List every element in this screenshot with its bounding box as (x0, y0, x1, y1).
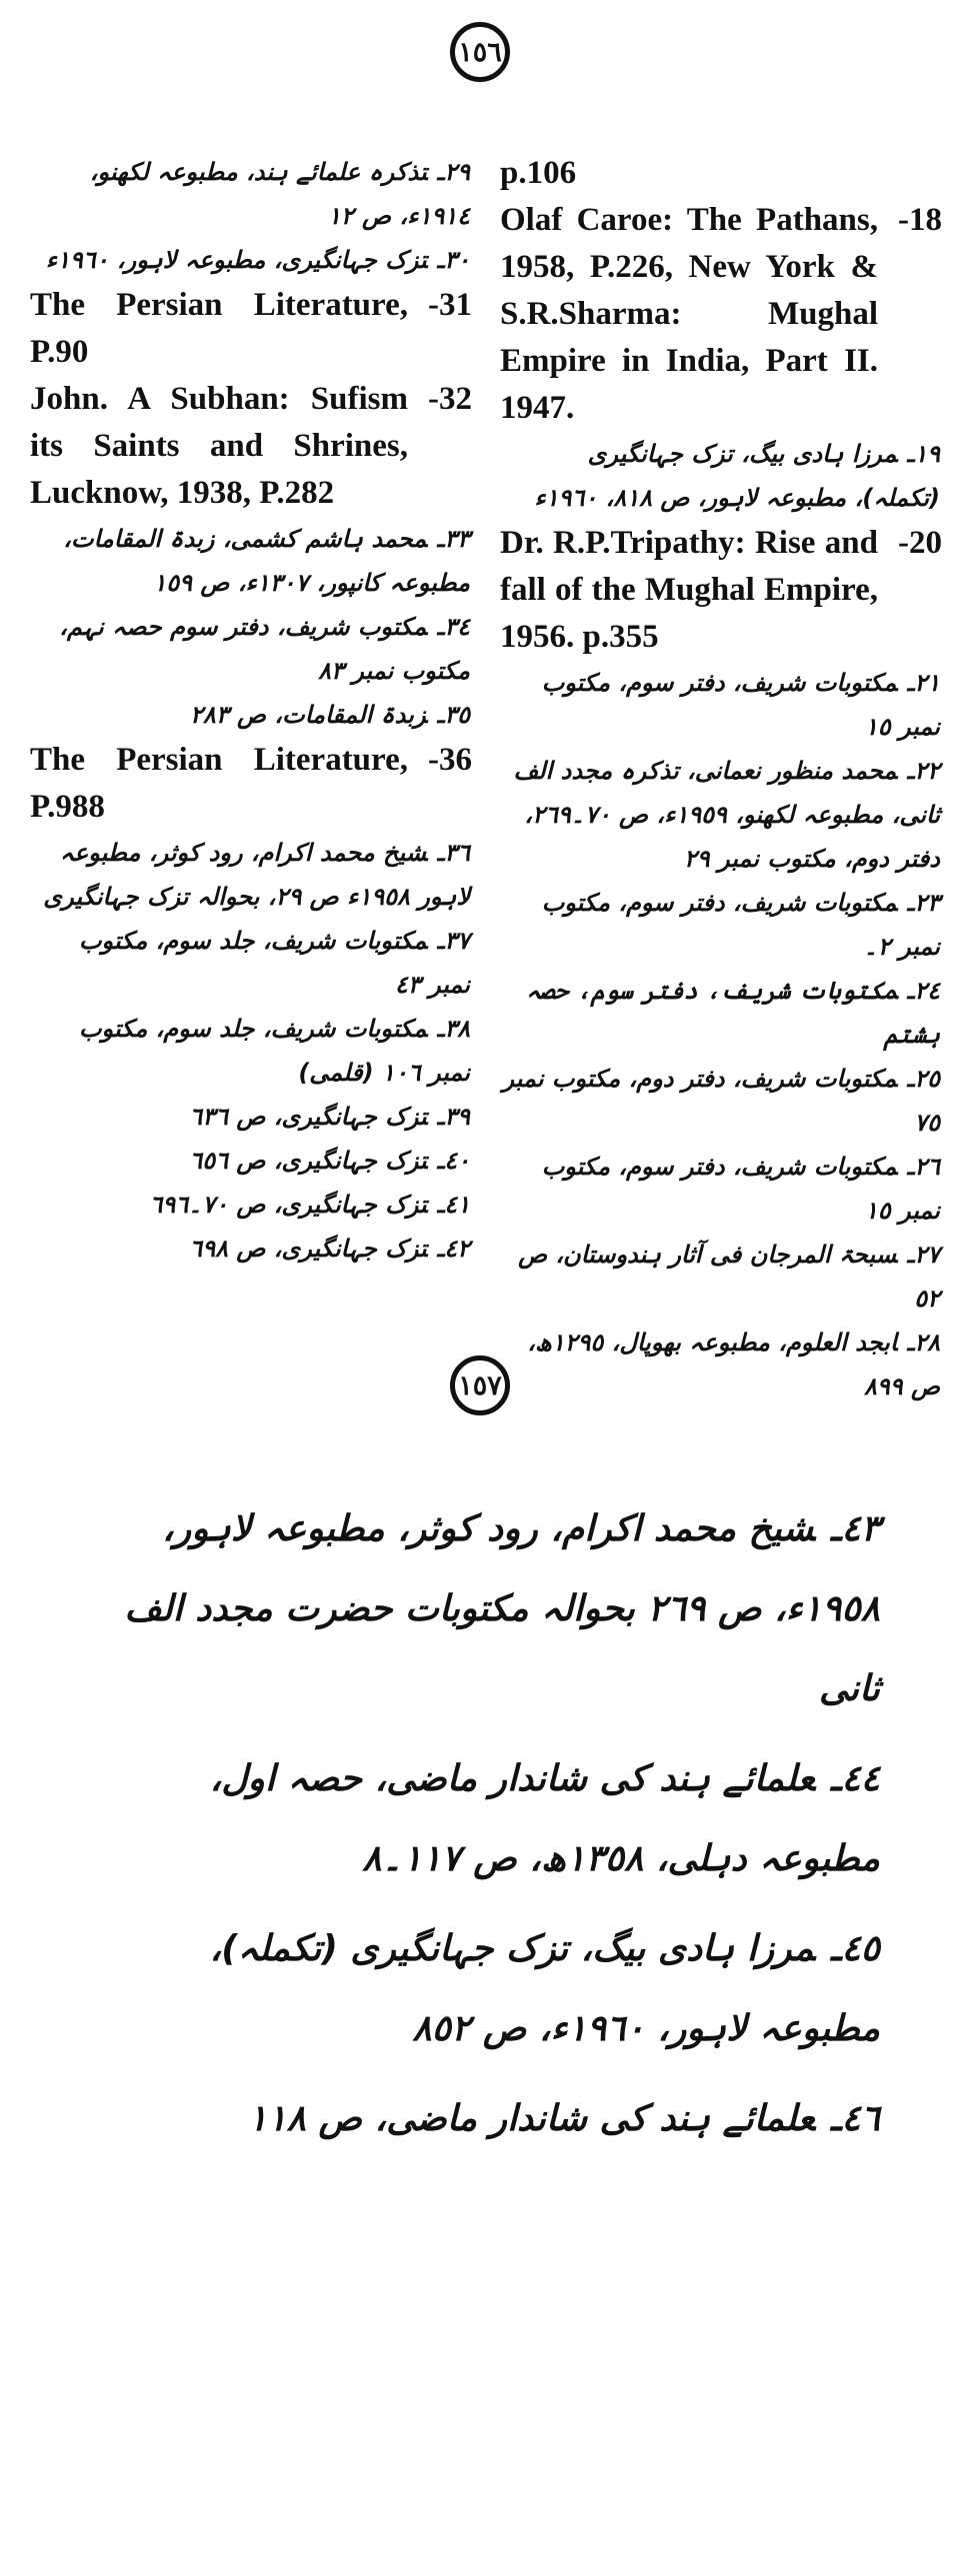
footnote-number: -20 (898, 525, 942, 561)
bottom-footnote (120, 1489, 880, 1729)
footnote-text: The Persian Literature, P.988 (30, 742, 408, 825)
footnote-number: ٣٥ـ (437, 701, 470, 729)
footnote-text: محمد ہاشم کشمی، زبدۃ المقامات، مطبوعہ کانپور، ١٣٠٧ء، ص ١٥٩ (63, 525, 470, 597)
footnote-number: ٢٢ـ (907, 757, 940, 785)
footnote-number: ٣٨ـ (437, 1015, 470, 1043)
page-number-bottom: ١٥٧ (450, 1355, 510, 1415)
footnote (30, 693, 470, 737)
footnote (30, 1095, 470, 1139)
footnote-number: -32 (428, 381, 472, 417)
footnote (30, 1183, 470, 1227)
footnote-text: مکتوبات شریف، دفتر سوم، مکتوب نمبر ١٥ (541, 1153, 940, 1225)
footnote (30, 517, 470, 605)
footnote-text: شیخ محمد اکرام، رود کوثر، مطبوعہ لاہور ١٩٥٨ء ص ٢٩، بحوالہ تزک جہانگیری (43, 839, 470, 911)
footnote-number: ٣٩ـ (437, 1103, 470, 1131)
footnote-text: The Persian Literature, P.90 (30, 287, 408, 370)
footnote (500, 969, 940, 1057)
footnote-text: مکتوبات شریف، دفتر سوم، مکتوب نمبر ٢۔ (541, 889, 940, 961)
footnote (500, 1145, 940, 1233)
footnote-text: علمائے ہند کی شاندار ماضی، حصہ اول، مطبوعہ دہلی، ١٣٥٨ھ، ص ١١٧۔٨ (209, 1758, 880, 1879)
footnote-text: علمائے ہند کی شاندار ماضی، ص ١١٨ (247, 2098, 815, 2139)
footnote-number: ٤٥ـ (830, 1928, 880, 1969)
footnote (500, 749, 940, 881)
footnote-text: تزک جہانگیری، ص ٧٠۔٦٩٦ (149, 1191, 428, 1219)
footnote-number: ٣٤ـ (437, 613, 470, 641)
footnote-text: سبحۃ المرجان فی آثار ہندوستان، ص ٥٢ (518, 1241, 940, 1312)
footnote-text: مکتوبات شریف، جلد سوم، مکتوب نمبر ١٠٦ (قلمی) (78, 1015, 470, 1087)
footnote-text: تزک جہانگیری، ص ٦٩٨ (189, 1235, 428, 1263)
footnote-number: ٢٣ـ (907, 889, 940, 917)
footnote-number: ٣٧ـ (437, 927, 470, 955)
footnote-text: ابجد العلوم، مطبوعہ بھوپال، ١٢٩٥ھ، ص ٨٩٩ (527, 1328, 940, 1400)
footnote-number: -18 (898, 202, 942, 238)
bottom-footnote (120, 1739, 880, 1899)
footnote (30, 831, 470, 919)
footnote (500, 197, 940, 432)
footnote-number: -31 (428, 287, 472, 323)
footnote (500, 1057, 940, 1145)
footnote (30, 238, 470, 282)
footnote-text: مرزا ہادی بیگ، تزک جہانگیری (تکملہ)، مطبوعہ لاہور، ١٩٦٠ء، ص ٨٥٢ (209, 1928, 880, 2049)
footnote-number: ١٩ـ (907, 440, 940, 468)
footnote-number: ٢٧ـ (907, 1241, 940, 1269)
footnote-text: محمد منظور نعمانی، تذکرہ مجدد الف ثانی، مطبوعہ لکھنو، ١٩٥٩ء، ص ٧٠۔٢٦٩، دفتر دوم، مکتوب نمبر ٢٩ (513, 757, 940, 873)
footnote-text: تزک جہانگیری، مطبوعہ لاہور، ١٩٦٠ء (45, 246, 428, 274)
footnote-number: ٤٣ـ (830, 1508, 880, 1549)
footnote (30, 282, 470, 376)
left-column (30, 150, 470, 1271)
footnote-number: ٢١ـ (907, 669, 940, 697)
footnote (500, 520, 940, 661)
footnote (30, 1007, 470, 1095)
right-column (500, 150, 940, 1408)
footnote-text: مرزا ہادی بیگ، تزک جہانگیری (تکملہ)، مطبوعہ لاہور، ص ٨١٨، ١٩٦٠ء (534, 440, 940, 512)
bottom-footnotes (120, 1489, 880, 2169)
footnote-number: ٤١ـ (437, 1191, 470, 1219)
bottom-footnote (120, 1909, 880, 2069)
footnote-text: مکتوبات شریف، دفتر دوم، مکتوب نمبر ٧٥ (502, 1065, 940, 1137)
footnote-text: زبدۃ المقامات، ص ٢٨٣ (190, 701, 428, 729)
footnote (30, 605, 470, 693)
footnote-text: p.106 (500, 155, 577, 191)
footnote (500, 661, 940, 749)
footnote (30, 1227, 470, 1271)
footnote-number: ٣٣ـ (437, 525, 470, 553)
footnote (30, 919, 470, 1007)
footnote (30, 150, 470, 238)
footnote (500, 1320, 940, 1408)
footnote-text: تزک جہانگیری، ص ٦٣٦ (189, 1103, 428, 1131)
footnote-text: مکتوبات شریف، جلد سوم، مکتوب نمبر ٤٣ (78, 927, 470, 999)
footnote-number: ٣٠ـ (437, 246, 470, 274)
footnote (30, 376, 470, 517)
footnote-text: John. A Subhan: Sufism its Saints and Shrines, Lucknow, 1938, P.282 (30, 381, 408, 511)
footnote-number: ٢٩ـ (437, 158, 470, 186)
footnote-text: مکتوب شریف، دفتر سوم حصہ نہم، مکتوب نمبر ٨٣ (59, 613, 470, 685)
bottom-footnote (120, 2079, 880, 2159)
footnote-text: مکتوبات شریف، دفتر سوم، مکتوب نمبر ١٥ (541, 669, 940, 741)
footnote-text: تزک جہانگیری، ص ٦٥٦ (189, 1147, 428, 1175)
footnote-number: ٢٨ـ (907, 1328, 940, 1356)
footnote-text: شیخ محمد اکرام، رود کوثر، مطبوعہ لاہور، ١٩٥٨ء، ص ٢٦٩ بحوالہ مکتوبات حضرت مجدد الف ثانی (124, 1508, 880, 1709)
footnote-number: ٢٤ـ (907, 977, 940, 1005)
footnote-number: ٤٤ـ (830, 1758, 880, 1799)
footnote-text: مکتوبات شریف، دفتر سوم، حصہ ہشتم (526, 977, 940, 1049)
footnote-number: -36 (428, 742, 472, 778)
footnote (30, 737, 470, 831)
footnote (30, 1139, 470, 1183)
footnote (500, 881, 940, 969)
footnote (500, 150, 940, 197)
footnote-number: ٤٦ـ (830, 2098, 880, 2139)
footnote-text: تذکرہ علمائے ہند، مطبوعہ لکھنو، ١٩١٤ء، ص ١٢ (89, 158, 470, 230)
footnote (500, 1233, 940, 1320)
footnote-number: ٢٥ـ (907, 1065, 940, 1093)
footnote-number: ٢٦ـ (907, 1153, 940, 1181)
footnote-number: ٤٠ـ (437, 1147, 470, 1175)
footnote-text: Dr. R.P.Tripathy: Rise and fall of the Mughal Empire, 1956. p.355 (500, 525, 878, 655)
footnote-number: ٣٦ـ (437, 839, 470, 867)
footnote-number: ٤٢ـ (437, 1235, 470, 1263)
footnote (500, 432, 940, 520)
page-number-top: ١٥٦ (450, 22, 510, 82)
footnote-text: Olaf Caroe: The Pathans, 1958, P.226, New York & S.R.Sharma: Mughal Empire in India, Part II. 1947. (500, 202, 878, 426)
